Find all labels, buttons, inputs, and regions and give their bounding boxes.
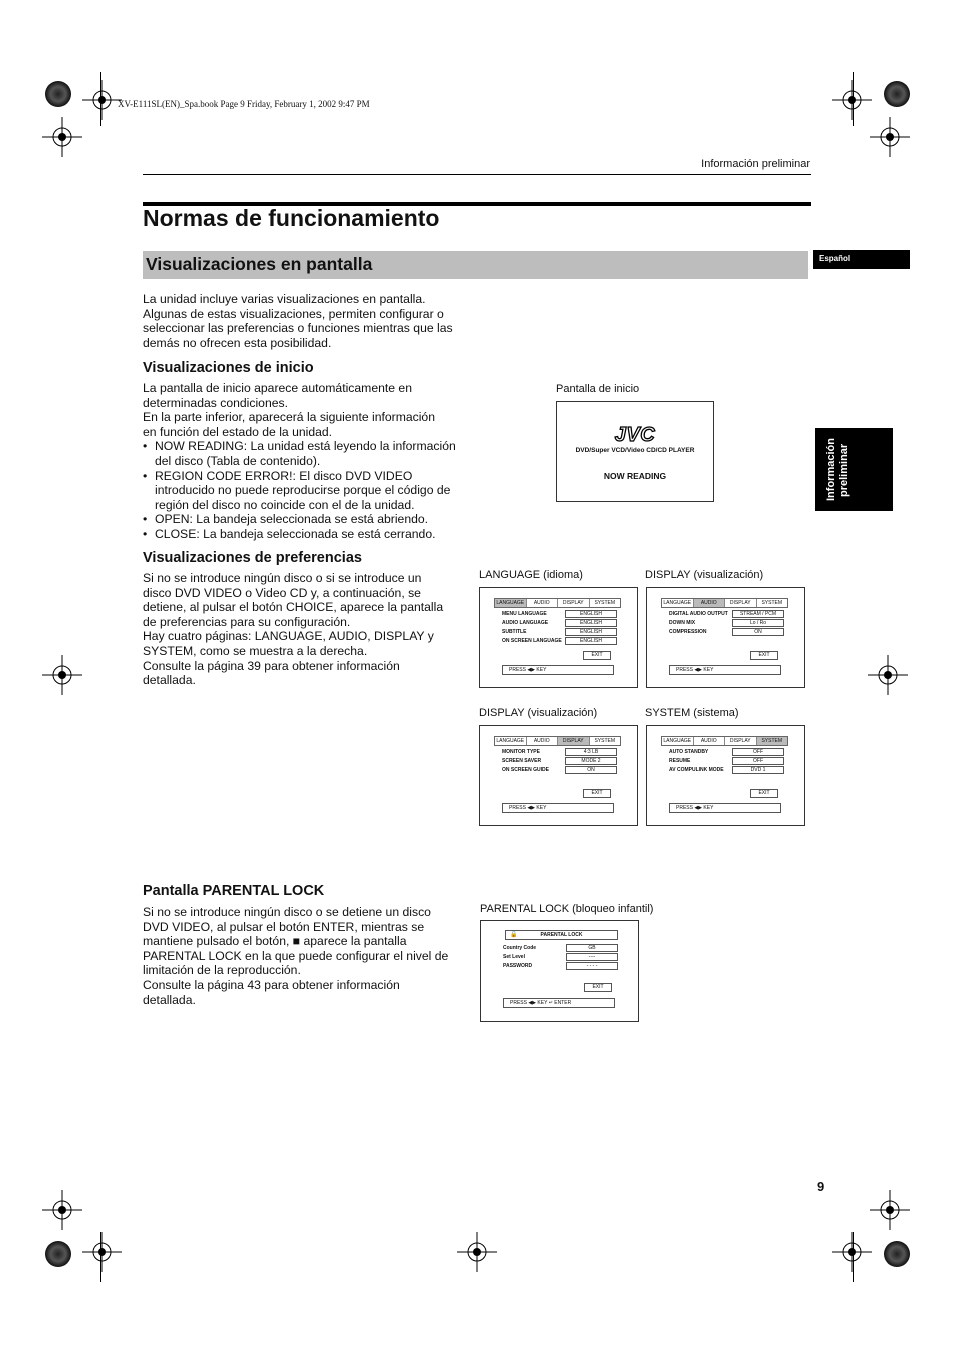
setting-label: AUDIO LANGUAGE (502, 620, 549, 626)
setting-value: ENGLISH (565, 637, 617, 645)
crosshair-icon (832, 80, 872, 120)
setting-row (669, 610, 784, 618)
setting-label: ON SCREEN GUIDE (502, 767, 549, 773)
parental-line: Si no se introduce ningún disco o se detiene un disco (143, 905, 431, 919)
language-screen (479, 587, 638, 688)
audio-caption: DISPLAY (visualización) (645, 569, 764, 581)
lock-icon: 🔒 (510, 932, 518, 938)
parental-heading: Pantalla PARENTAL LOCK (143, 883, 325, 899)
setting-label: ON SCREEN LANGUAGE (502, 638, 562, 644)
tab-audio: AUDIO (527, 599, 559, 607)
tab-audio: AUDIO (694, 599, 726, 607)
system-caption: SYSTEM (sistema) (645, 707, 739, 719)
tab-language: LANGUAGE (495, 599, 527, 607)
bullet-item: • OPEN: La bandeja seleccionada se está abriendo. (143, 512, 463, 527)
tab-bar (661, 736, 788, 746)
parental-line: limitación de la reproducción. (143, 963, 301, 978)
tab-language: LANGUAGE (662, 737, 694, 745)
setting-value: OFF (732, 748, 784, 756)
tab-display: DISPLAY (558, 737, 590, 745)
corner-target-tr (884, 81, 910, 107)
trim-line (100, 1232, 101, 1282)
status-text: NOW READING (603, 471, 667, 481)
intro-line: seleccionar las preferencias o funciones mientras que las (143, 321, 453, 336)
pref-line: Hay cuatro páginas: LANGUAGE, AUDIO, DISPLAY y (143, 629, 434, 644)
exit-button: EXIT (584, 983, 612, 992)
page-title: Normas de funcionamiento (143, 205, 440, 231)
tab-display: DISPLAY (725, 737, 757, 745)
exit-button: EXIT (583, 789, 611, 798)
setting-value: ON (732, 628, 784, 636)
parental-line: mantiene pulsado el botón, ■ aparece la pantalla (143, 934, 407, 949)
banner-title: Visualizaciones en pantalla (146, 254, 373, 274)
pref-line: disco DVD VIDEO o Video CD y, a continuación, se (143, 585, 421, 600)
tab-system: SYSTEM (594, 600, 616, 606)
crosshair-icon (82, 80, 122, 120)
parental-caption: PARENTAL LOCK (bloqueo infantil) (480, 903, 654, 915)
setting-row (502, 757, 617, 765)
setting-value: ---- (566, 953, 618, 961)
inicio-bullets (143, 439, 463, 541)
tab-language: LANGUAGE (662, 599, 694, 607)
setting-label: PASSWORD (503, 963, 533, 969)
setting-row (669, 766, 784, 774)
file-stamp: XV-E111SL(EN)_Spa.book Page 9 Friday, February 1, 2002 9:47 PM (118, 99, 370, 109)
setting-value: OFF (732, 757, 784, 765)
pref-line: SYSTEM, como se muestra a la derecha. (143, 643, 368, 658)
setting-value: ENGLISH (565, 628, 617, 636)
corner-target-bl (45, 1241, 71, 1267)
setting-row (669, 619, 784, 627)
intro-line: La unidad incluye varias visualizaciones en pantalla. (143, 292, 426, 306)
setting-value: DVD 1 (732, 766, 784, 774)
tab-bar (494, 736, 621, 746)
parental-title-bar (505, 930, 618, 940)
header-rule (143, 174, 811, 175)
language-tab-label: Español (819, 254, 851, 263)
preferencias-heading: Visualizaciones de preferencias (143, 550, 362, 566)
intro-line: demás no ofrecen esta posibilidad. (143, 335, 332, 350)
tab-bar (494, 598, 621, 608)
language-caption: LANGUAGE (idioma) (479, 569, 583, 581)
setting-label: Country Code (503, 945, 537, 951)
setting-label: Set Level (503, 954, 525, 960)
setting-value: ENGLISH (565, 619, 617, 627)
setting-row (503, 944, 618, 952)
setting-label: DIGITAL AUDIO OUTPUT (669, 611, 728, 617)
setting-row (669, 628, 784, 636)
tab-audio: AUDIO (694, 737, 726, 745)
tab-audio: AUDIO (527, 737, 559, 745)
press-key-bar: PRESS ◀▶ KEY (669, 803, 781, 813)
inicio-line: La pantalla de inicio aparece automáticamente en (143, 381, 412, 395)
side-tab-text (825, 436, 891, 504)
tab-system: SYSTEM (594, 738, 616, 744)
product-name: DVD/Super VCD/Video CD/CD PLAYER (575, 447, 695, 454)
setting-row (503, 962, 618, 970)
setting-label: SUBTITLE (502, 629, 527, 635)
setting-label: RESUME (669, 758, 691, 764)
setting-row (502, 619, 617, 627)
press-key-bar: PRESS ◀▶ KEY (669, 665, 781, 675)
side-tab-line1: Información (825, 438, 837, 502)
setting-row (502, 748, 617, 756)
bullet-item: • REGION CODE ERROR!: El disco DVD VIDEO introducido no puede reproducirse porque el código de región del disco no coincide con el de la unidad. (143, 469, 463, 513)
setting-value: 4:3 LB (565, 748, 617, 756)
display-screen (479, 725, 638, 826)
crosshair-icon (832, 1232, 872, 1272)
setting-row (502, 637, 617, 645)
side-tab-line2: preliminar (838, 443, 850, 497)
parental-line: Consulte la página 43 para obtener información (143, 977, 400, 992)
side-tab (815, 428, 893, 511)
startup-caption: Pantalla de inicio (556, 383, 640, 395)
display-caption: DISPLAY (visualización) (479, 707, 598, 719)
tab-language: LANGUAGE (495, 737, 527, 745)
trim-line (853, 1232, 854, 1282)
bullet-item: • NOW READING: La unidad está leyendo la información del disco (Tabla de contenido). (143, 439, 463, 468)
inicio-line: determinadas condiciones. (143, 395, 288, 410)
language-tab (813, 250, 910, 269)
crosshair-icon (82, 1232, 122, 1272)
setting-value: - - - - (566, 962, 618, 970)
parental-title: PARENTAL LOCK (540, 932, 583, 938)
audio-screen (646, 587, 805, 688)
pref-line: de preferencias para su configuración. (143, 614, 351, 629)
tab-system: SYSTEM (761, 600, 783, 606)
setting-row (669, 757, 784, 765)
corner-target-tl (45, 81, 71, 107)
crosshair-icon (870, 117, 910, 157)
intro-line: Algunas de estas visualizaciones, permiten configurar o (143, 306, 444, 321)
crosshair-icon (42, 1190, 82, 1230)
jvc-logo: JVC (614, 424, 656, 446)
setting-value: GB (566, 944, 618, 952)
section-banner (143, 251, 808, 279)
press-key-bar: PRESS ◀▶ KEY (502, 665, 614, 675)
setting-label: COMPRESSION (669, 629, 707, 635)
parental-line: detallada. (143, 992, 196, 1007)
exit-button: EXIT (750, 651, 778, 660)
crosshair-icon (868, 655, 908, 695)
parental-paragraph (143, 905, 463, 1007)
section-label: Información preliminar (701, 158, 810, 170)
system-screen (646, 725, 805, 826)
setting-value: ON (565, 766, 617, 774)
bullet-item: • CLOSE: La bandeja seleccionada se está cerrando. (143, 527, 463, 542)
setting-row (502, 766, 617, 774)
setting-value: Lo / Ro (732, 619, 784, 627)
setting-value: STREAM / PCM (732, 610, 784, 618)
setting-label: DOWN MIX (669, 620, 696, 626)
startup-screen (556, 401, 714, 502)
setting-label: MENU LANGUAGE (502, 611, 547, 617)
inicio-paragraph (143, 381, 463, 542)
parental-line: PARENTAL LOCK en la que puede configurar el nivel de (143, 948, 449, 963)
crosshair-icon (42, 117, 82, 157)
trim-line (100, 72, 101, 126)
parental-lock-screen (480, 920, 639, 1022)
inicio-line: En la parte inferior, aparecerá la siguiente información (143, 410, 435, 425)
setting-value: MODE 2 (565, 757, 617, 765)
intro-paragraph (143, 292, 463, 350)
page-number: 9 (817, 1179, 825, 1194)
crosshair-icon (870, 1190, 910, 1230)
exit-button: EXIT (583, 651, 611, 660)
crosshair-icon (42, 655, 82, 695)
setting-label: AV COMPULINK MODE (669, 767, 724, 773)
tab-bar (661, 598, 788, 608)
setting-row (503, 953, 618, 961)
corner-target-br (884, 1241, 910, 1267)
setting-value: ENGLISH (565, 610, 617, 618)
crosshair-icon (457, 1232, 497, 1272)
setting-row (669, 748, 784, 756)
pref-line: Consulte la página 39 para obtener información (143, 658, 400, 673)
setting-row (502, 628, 617, 636)
pref-line: detallada. (143, 673, 196, 688)
exit-button: EXIT (750, 789, 778, 798)
trim-line (853, 72, 854, 126)
setting-label: MONITOR TYPE (502, 749, 540, 755)
inicio-line: en función del estado de la unidad. (143, 424, 333, 439)
tab-display: DISPLAY (558, 599, 590, 607)
press-key-bar: PRESS ◀▶ KEY ↵ ENTER (503, 998, 615, 1008)
press-key-bar: PRESS ◀▶ KEY (502, 803, 614, 813)
pref-line: detiene, al pulsar el botón CHOICE, aparece la pantalla (143, 600, 444, 615)
tab-system: SYSTEM (757, 737, 788, 745)
setting-label: AUTO STANDBY (669, 749, 709, 755)
inicio-heading: Visualizaciones de inicio (143, 360, 314, 376)
parental-line: DVD VIDEO, al pulsar el botón ENTER, mientras se (143, 919, 425, 934)
setting-row (502, 610, 617, 618)
preferencias-paragraph (143, 571, 463, 688)
pref-line: Si no se introduce ningún disco o si se introduce un (143, 571, 422, 585)
setting-label: SCREEN SAVER (502, 758, 542, 764)
tab-display: DISPLAY (725, 599, 757, 607)
